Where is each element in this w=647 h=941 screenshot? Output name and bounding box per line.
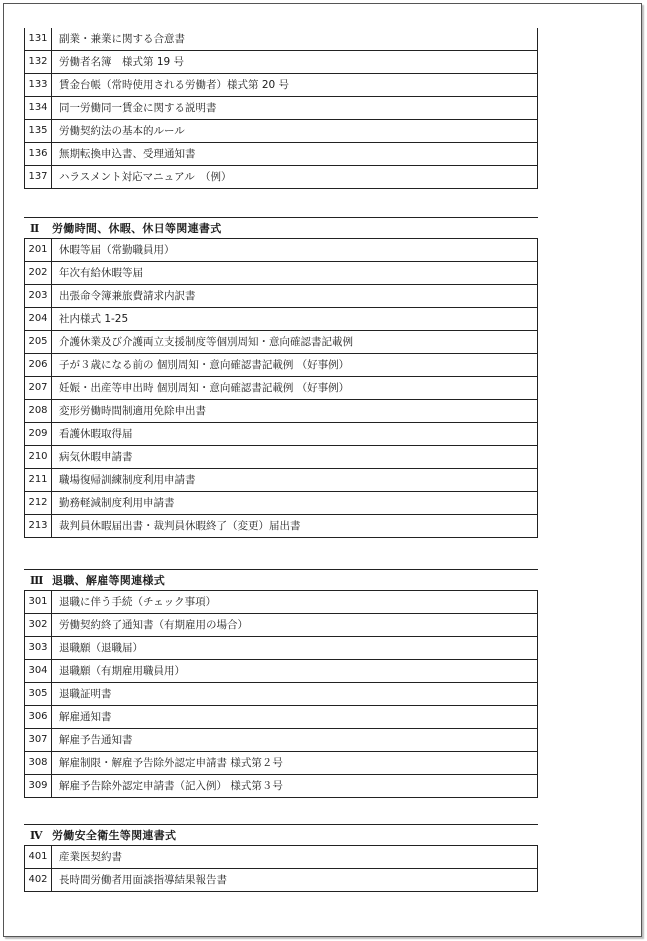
form-code: 136: [25, 143, 52, 166]
form-code: 212: [25, 492, 52, 515]
form-title: 年次有給休暇等届: [52, 262, 538, 285]
section-title: 労働安全衛生等関連書式: [52, 829, 177, 842]
table-row: [25, 166, 538, 189]
form-title: 労働者名簿 様式第 19 号: [52, 51, 538, 74]
form-list-table: [24, 590, 538, 798]
table-row: [25, 120, 538, 143]
table-row: [25, 308, 538, 331]
form-title: 解雇予告除外認定申請書（記入例） 様式第３号: [52, 775, 538, 798]
form-title: 変形労働時間制適用免除申出書: [52, 400, 538, 423]
form-code: 303: [25, 637, 52, 660]
form-code: 134: [25, 97, 52, 120]
form-title: 退職願（有期雇用職員用）: [52, 660, 538, 683]
form-code: 131: [25, 28, 52, 51]
table-row: [25, 614, 538, 637]
form-title: 勤務軽減制度利用申請書: [52, 492, 538, 515]
form-code: 306: [25, 706, 52, 729]
document-page: [3, 3, 642, 937]
form-title: 子が３歳になる前の 個別周知・意向確認書記載例 （好事例）: [52, 354, 538, 377]
table-row: [25, 377, 538, 400]
table-row: [25, 143, 538, 166]
table-row: [25, 239, 538, 262]
form-code: 132: [25, 51, 52, 74]
form-code: 208: [25, 400, 52, 423]
table-row: [25, 262, 538, 285]
form-title: 産業医契約書: [52, 846, 538, 869]
section-heading: [24, 217, 538, 238]
form-title: 同一労働同一賃金に関する説明書: [52, 97, 538, 120]
form-title: 社内様式 1-25: [52, 308, 538, 331]
form-code: 304: [25, 660, 52, 683]
section-title: 労働時間、休暇、休日等関連書式: [52, 222, 222, 235]
form-title: 休暇等届（常勤職員用）: [52, 239, 538, 262]
form-list-table: [24, 238, 538, 538]
form-code: 133: [25, 74, 52, 97]
table-row: [25, 285, 538, 308]
table-row: [25, 637, 538, 660]
form-title: 看護休暇取得届: [52, 423, 538, 446]
form-code: 402: [25, 869, 52, 892]
form-title: 介護休業及び介護両立支援制度等個別周知・意向確認書記載例: [52, 331, 538, 354]
form-title: 解雇通知書: [52, 706, 538, 729]
form-code: 308: [25, 752, 52, 775]
form-code: 401: [25, 846, 52, 869]
form-title: ハラスメント対応マニュアル （例）: [52, 166, 538, 189]
form-code: 305: [25, 683, 52, 706]
form-code: 307: [25, 729, 52, 752]
form-title: 退職願（退職届）: [52, 637, 538, 660]
form-title: 解雇制限・解雇予告除外認定申請書 様式第２号: [52, 752, 538, 775]
table-row: [25, 752, 538, 775]
form-code: 302: [25, 614, 52, 637]
table-row: [25, 869, 538, 892]
form-code: 209: [25, 423, 52, 446]
table-row: [25, 469, 538, 492]
form-code: 210: [25, 446, 52, 469]
section-3: [24, 569, 538, 798]
table-row: [25, 775, 538, 798]
form-title: 妊娠・出産等申出時 個別周知・意向確認書記載例 （好事例）: [52, 377, 538, 400]
section-2: [24, 217, 538, 538]
section-1-continued: [24, 28, 538, 189]
table-row: [25, 97, 538, 120]
form-title: 職場復帰訓練制度利用申請書: [52, 469, 538, 492]
table-row: [25, 492, 538, 515]
form-title: 無期転換申込書、受理通知書: [52, 143, 538, 166]
section-number: Ⅲ: [30, 574, 44, 587]
form-code: 301: [25, 591, 52, 614]
table-row: [25, 331, 538, 354]
table-row: [25, 706, 538, 729]
form-code: 213: [25, 515, 52, 538]
form-code: 202: [25, 262, 52, 285]
table-row: [25, 51, 538, 74]
form-code: 204: [25, 308, 52, 331]
table-row: [25, 423, 538, 446]
form-title: 退職に伴う手続（チェック事項）: [52, 591, 538, 614]
form-code: 135: [25, 120, 52, 143]
form-title: 労働契約法の基本的ルール: [52, 120, 538, 143]
table-row: [25, 660, 538, 683]
form-code: 137: [25, 166, 52, 189]
form-title: 解雇予告通知書: [52, 729, 538, 752]
table-row: [25, 846, 538, 869]
table-row: [25, 683, 538, 706]
form-code: 206: [25, 354, 52, 377]
table-row: [25, 400, 538, 423]
form-title: 病気休暇申請書: [52, 446, 538, 469]
form-title: 副業・兼業に関する合意書: [52, 28, 538, 51]
section-title: 退職、解雇等関連様式: [52, 574, 165, 587]
form-title: 裁判員休暇届出書・裁判員休暇終了（変更）届出書: [52, 515, 538, 538]
form-code: 309: [25, 775, 52, 798]
table-row: [25, 729, 538, 752]
table-row: [25, 446, 538, 469]
table-row: [25, 28, 538, 51]
form-code: 207: [25, 377, 52, 400]
section-heading: [24, 569, 538, 590]
table-row: [25, 515, 538, 538]
section-4: [24, 824, 538, 892]
table-row: [25, 591, 538, 614]
section-number: Ⅳ: [30, 829, 43, 842]
table-row: [25, 354, 538, 377]
form-list-table: [24, 28, 538, 189]
form-title: 長時間労働者用面談指導結果報告書: [52, 869, 538, 892]
form-title: 労働契約終了通知書（有期雇用の場合）: [52, 614, 538, 637]
form-title: 賃金台帳（常時使用される労働者）様式第 20 号: [52, 74, 538, 97]
form-code: 203: [25, 285, 52, 308]
form-list-table: [24, 845, 538, 892]
form-title: 出張命令簿兼旅費請求内訳書: [52, 285, 538, 308]
section-number: Ⅱ: [30, 222, 40, 235]
table-row: [25, 74, 538, 97]
form-title: 退職証明書: [52, 683, 538, 706]
form-code: 201: [25, 239, 52, 262]
form-code: 211: [25, 469, 52, 492]
section-heading: [24, 824, 538, 845]
form-code: 205: [25, 331, 52, 354]
